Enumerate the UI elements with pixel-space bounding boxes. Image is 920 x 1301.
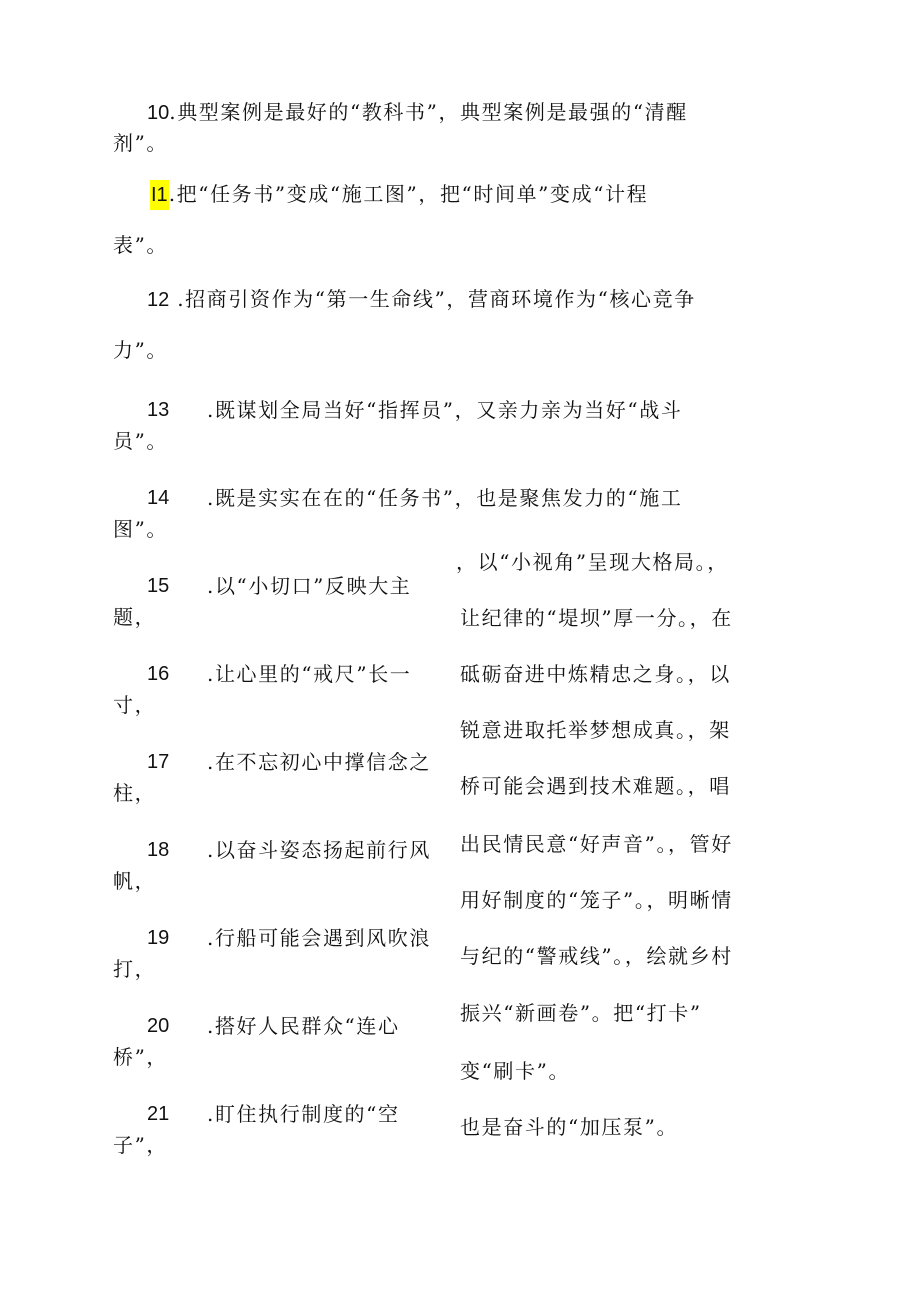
list-item-13-number: 13: [147, 399, 170, 421]
list-item-18-number: 18: [147, 839, 170, 861]
right-column-line: 桥可能会遇到技术难题。，唱: [460, 774, 731, 798]
list-item-21-line1: .盯住执行制度的“空: [207, 1102, 400, 1126]
list-item-18-line2: 帆，: [113, 869, 157, 893]
right-column-line: 砥砺奋进中炼精忠之身。，以: [460, 662, 731, 686]
item-text: .把“任务书”变成“施工图”，把“时间单”变成“计程: [168, 182, 649, 206]
list-item-15-line1: .以“小切口”反映大主: [207, 574, 412, 598]
right-column-line: 让纪律的“堤坝”厚一分。，在: [460, 606, 733, 630]
list-item-20-number: 20: [147, 1015, 170, 1037]
list-item-11-line2: 表”。: [113, 233, 169, 257]
list-item-19-line1: .行船可能会遇到风吹浪: [207, 926, 431, 950]
list-item-16-line2: 寸，: [113, 693, 157, 717]
list-item-16-number: 16: [147, 663, 170, 685]
right-column-line: 振兴“新画卷”。把“打卡”: [460, 1001, 702, 1025]
list-item-14-line2: 图”。: [113, 517, 169, 541]
item-number: 12: [147, 289, 170, 311]
right-column-line: ，以“小视角”呈现大格局。，: [456, 550, 729, 574]
item-text: .招商引资作为“第一生命线”，营商环境作为“核心竞争: [169, 287, 696, 311]
highlighted-item-number: I1: [150, 180, 169, 210]
list-item-17-line2: 柱，: [113, 781, 157, 805]
list-item-12-line2: 力”。: [113, 338, 169, 362]
list-item-14-line1: .既是实实在在的“任务书”，也是聚焦发力的“施工: [207, 486, 683, 510]
list-item-20-line1: .搭好人民群众“连心: [207, 1014, 400, 1038]
list-item-20-line2: 桥”，: [113, 1045, 169, 1069]
list-item-17-number: 17: [147, 751, 170, 773]
list-item-10-line2: 剂”。: [113, 131, 169, 155]
list-item-16-line1: .让心里的“戒尺”长一: [207, 662, 412, 686]
list-item-21-line2: 子”，: [113, 1133, 169, 1157]
list-item-13-line2: 员”。: [113, 429, 169, 453]
list-item-19-number: 19: [147, 927, 170, 949]
list-item-15-line2: 题，: [113, 605, 157, 629]
list-item-10-line1: [147, 99, 688, 126]
list-item-21-number: 21: [147, 1103, 170, 1125]
right-column-line: 出民情民意“好声音”。，管好: [460, 832, 733, 856]
list-item-18-line1: .以奋斗姿态扬起前行风: [207, 838, 431, 862]
item-number: 10: [147, 102, 170, 124]
list-item-14-number: 14: [147, 487, 170, 509]
list-item-17-line1: .在不忘初心中撑信念之: [207, 750, 431, 774]
list-item-15-number: 15: [147, 575, 170, 597]
item-text: .典型案例是最好的“教科书”，典型案例是最强的“清醒: [169, 100, 688, 124]
right-column-line: 变“刷卡”。: [460, 1059, 571, 1083]
list-item-11-line1: [150, 181, 648, 210]
right-column-line: 锐意进取托举梦想成真。，架: [460, 718, 731, 742]
right-column-line: 与纪的“警戒线”。，绘就乡村: [460, 944, 733, 968]
right-column-line: 也是奋斗的“加压泵”。: [460, 1115, 679, 1139]
list-item-12-line1: [147, 286, 696, 313]
list-item-19-line2: 打，: [113, 957, 157, 981]
list-item-13-line1: .既谋划全局当好“指挥员”，又亲力亲为当好“战斗: [207, 398, 683, 422]
right-column-line: 用好制度的“笼子”。，明晰情: [460, 888, 733, 912]
